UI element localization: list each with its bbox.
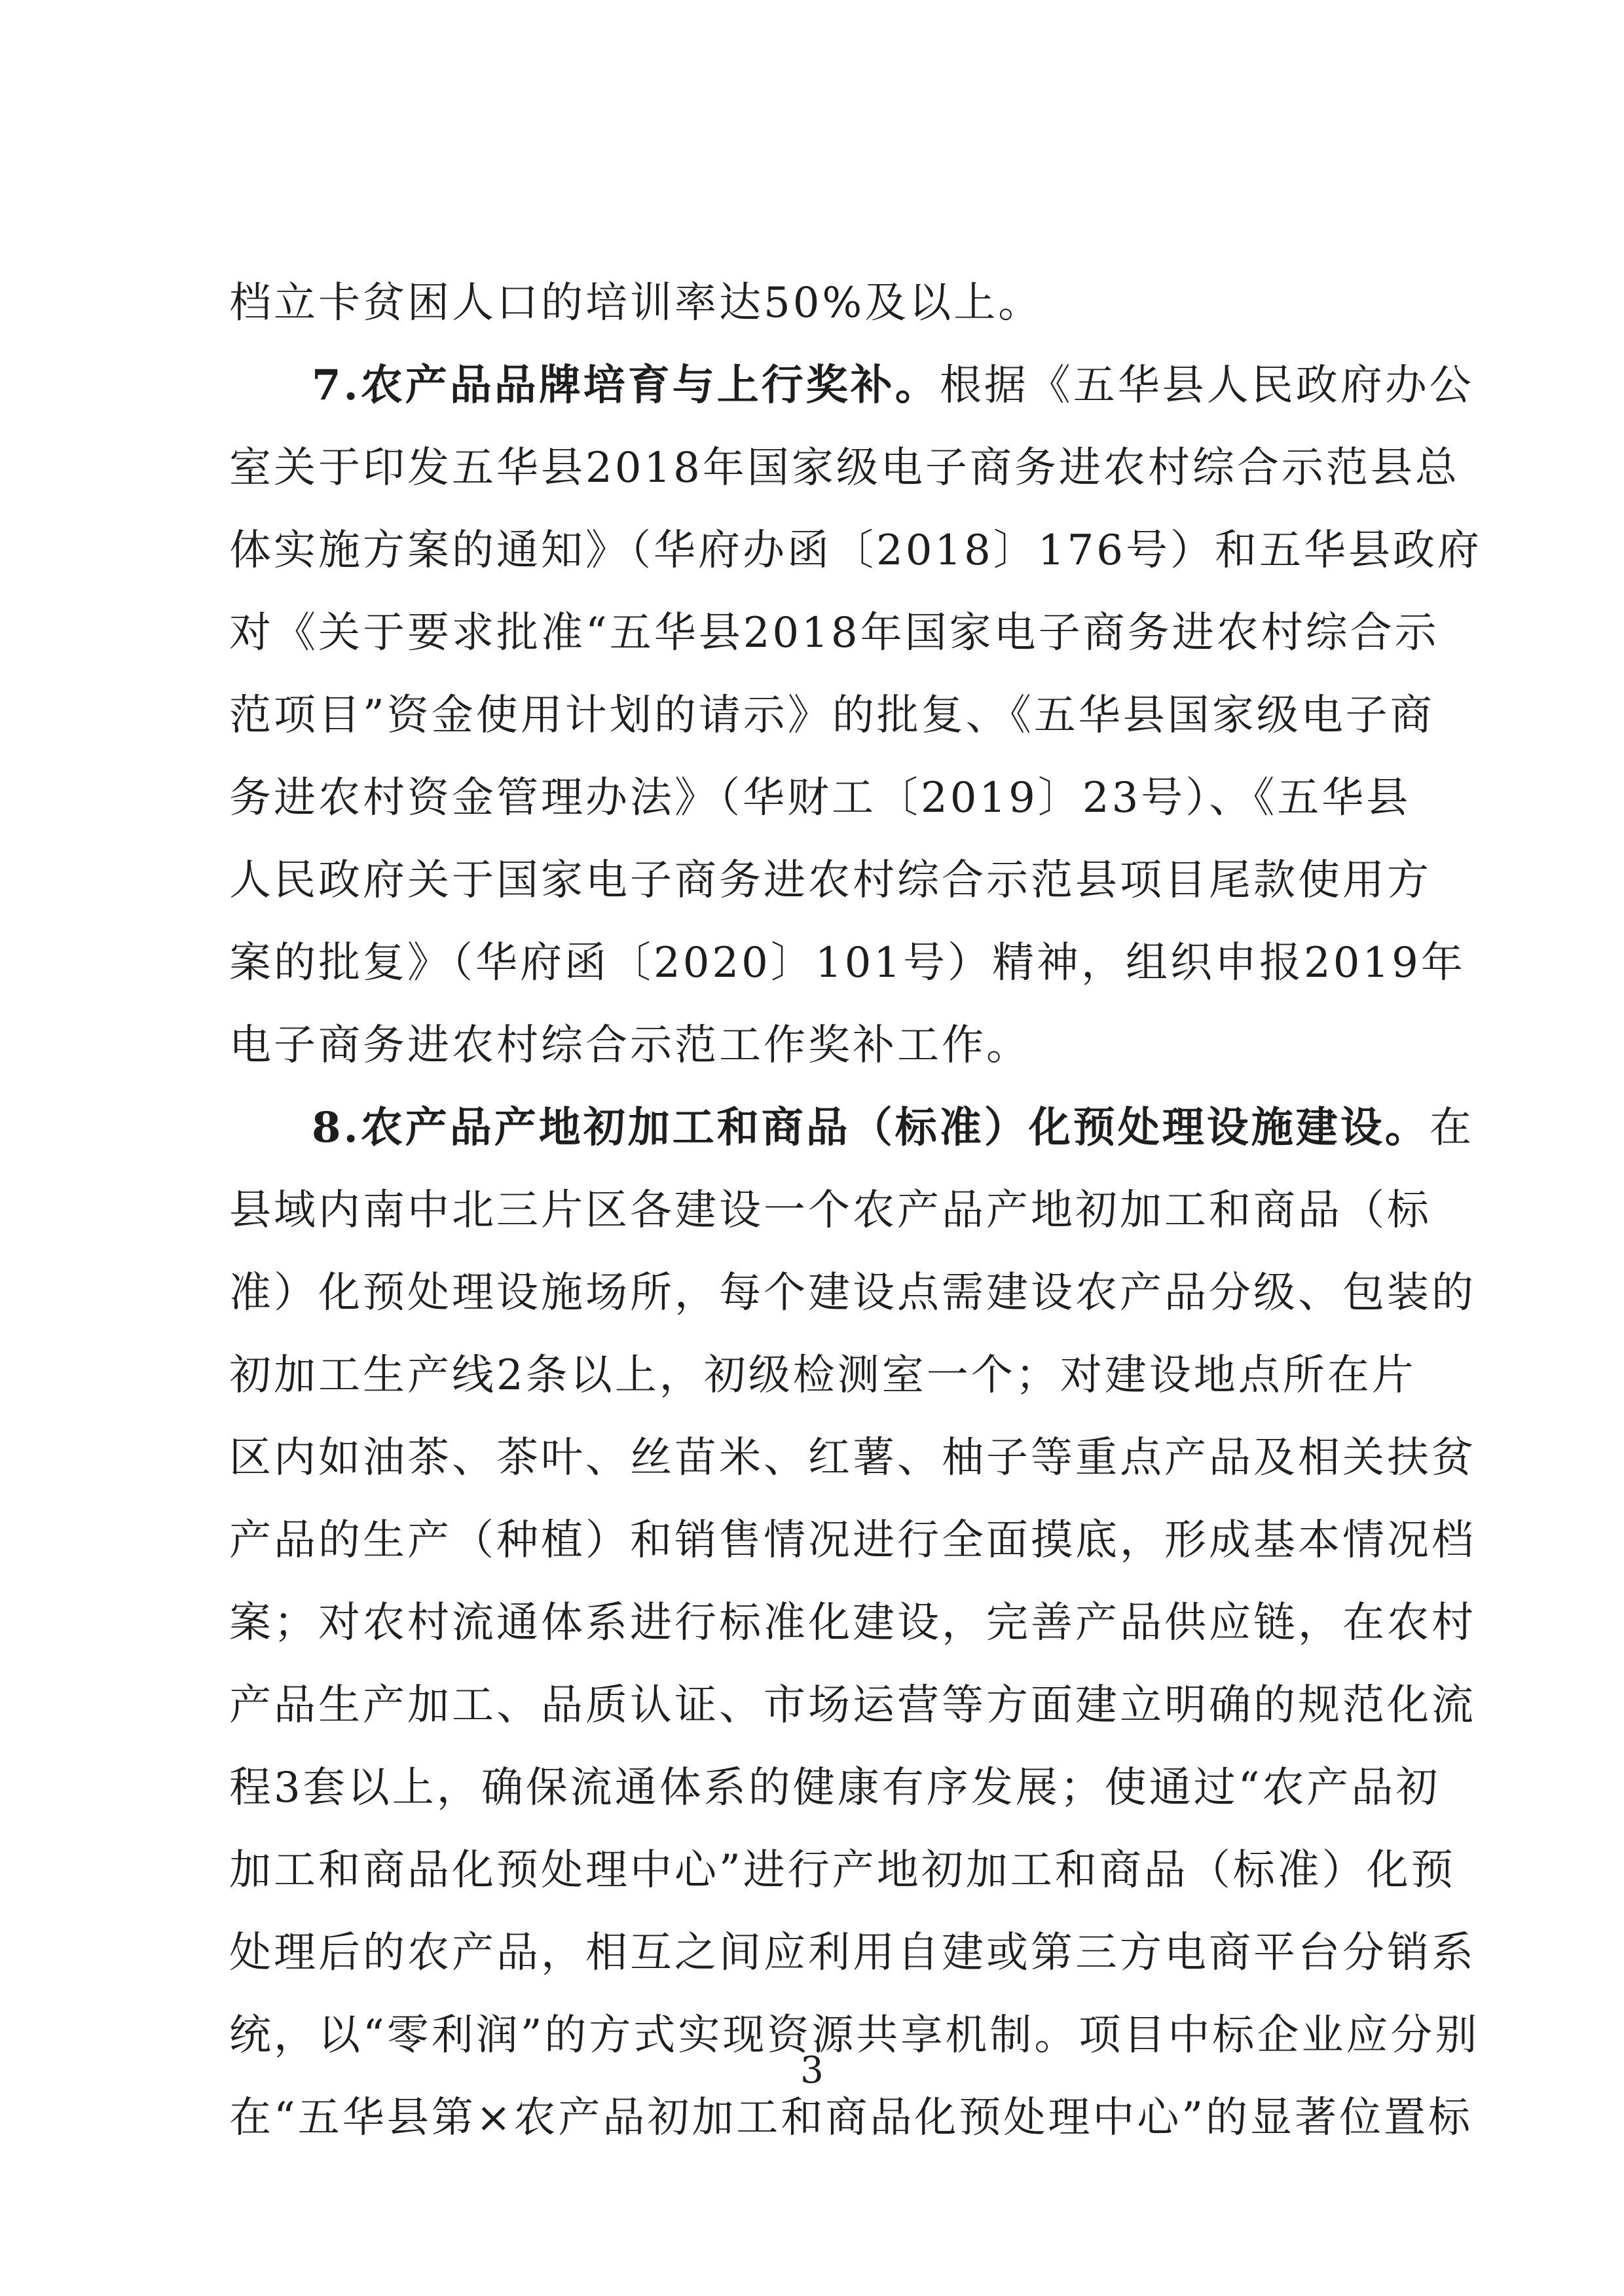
paragraph-line: 准）化预处理设施场所，每个建设点需建设农产品分级、包装的 bbox=[229, 1269, 1476, 1317]
paragraph-line: 县域内南中北三片区各建设一个农产品产地初加工和商品（标 bbox=[229, 1186, 1431, 1235]
paragraph-line: 产品生产加工、品质认证、市场运营等方面建立明确的规范化流 bbox=[229, 1681, 1476, 1730]
item-8-first-line bbox=[229, 1087, 1474, 1169]
paragraph-line: 统，以“零利润”的方式实现资源共享机制。项目中标企业应分别 bbox=[229, 2011, 1480, 2060]
paragraph-line: 室关于印发五华县2018年国家级电子商务进农村综合示范县总 bbox=[229, 444, 1460, 492]
page-number: 3 bbox=[800, 2049, 824, 2092]
body-text bbox=[229, 262, 1483, 2159]
paragraph-line: 人民政府关于国家电子商务进农村综合示范县项目尾款使用方 bbox=[229, 856, 1431, 905]
paragraph-line: 体实施方案的通知》（华府办函〔2018〕176号）和五华县政府 bbox=[229, 526, 1483, 575]
paragraph-line: 产品的生产（种植）和销售情况进行全面摸底，形成基本情况档 bbox=[229, 1516, 1476, 1565]
item-7-heading: 7.农产品品牌培育与上行奖补。 bbox=[312, 361, 940, 410]
item-8-body-start: 在 bbox=[1429, 1104, 1474, 1152]
item-7-first-line bbox=[229, 344, 1474, 427]
paragraph-line: 对《关于要求批准“五华县2018年国家电子商务进农村综合示 bbox=[229, 609, 1439, 657]
paragraph-line: 案的批复》（华府函〔2020〕101号）精神，组织申报2019年 bbox=[229, 939, 1466, 987]
paragraph-line: 档立卡贫困人口的培训率达50%及以上。 bbox=[229, 279, 1043, 327]
paragraph-line: 务进农村资金管理办法》（华财工〔2019〕23号）、《五华县 bbox=[229, 774, 1411, 822]
item-7-body-start: 根据《五华县人民政府办公 bbox=[939, 361, 1474, 410]
paragraph-line: 电子商务进农村综合示范工作奖补工作。 bbox=[229, 1021, 1031, 1070]
paragraph-line: 区内如油茶、茶叶、丝苗米、红薯、柚子等重点产品及相关扶贫 bbox=[229, 1434, 1476, 1482]
paragraph-line: 案；对农村流通体系进行标准化建设，完善产品供应链，在农村 bbox=[229, 1599, 1476, 1647]
item-8-heading: 8.农产品产地初加工和商品（标准）化预处理设施建设。 bbox=[312, 1103, 1430, 1152]
paragraph-line: 加工和商品化预处理中心”进行产地初加工和商品（标准）化预 bbox=[229, 1846, 1456, 1895]
paragraph-line: 初加工生产线2条以上，初级检测室一个；对建设地点所在片 bbox=[229, 1351, 1416, 1400]
paragraph-line: 范项目”资金使用计划的请示》的批复、《五华县国家级电子商 bbox=[229, 691, 1435, 740]
paragraph-line: 程3套以上，确保流通体系的健康有序发展；使通过“农产品初 bbox=[229, 1764, 1441, 1812]
paragraph-line: 在“五华县第×农产品初加工和商品化预处理中心”的显著位置标 bbox=[229, 2094, 1473, 2142]
paragraph-line: 处理后的农产品，相互之间应利用自建或第三方电商平台分销系 bbox=[229, 1929, 1476, 1977]
